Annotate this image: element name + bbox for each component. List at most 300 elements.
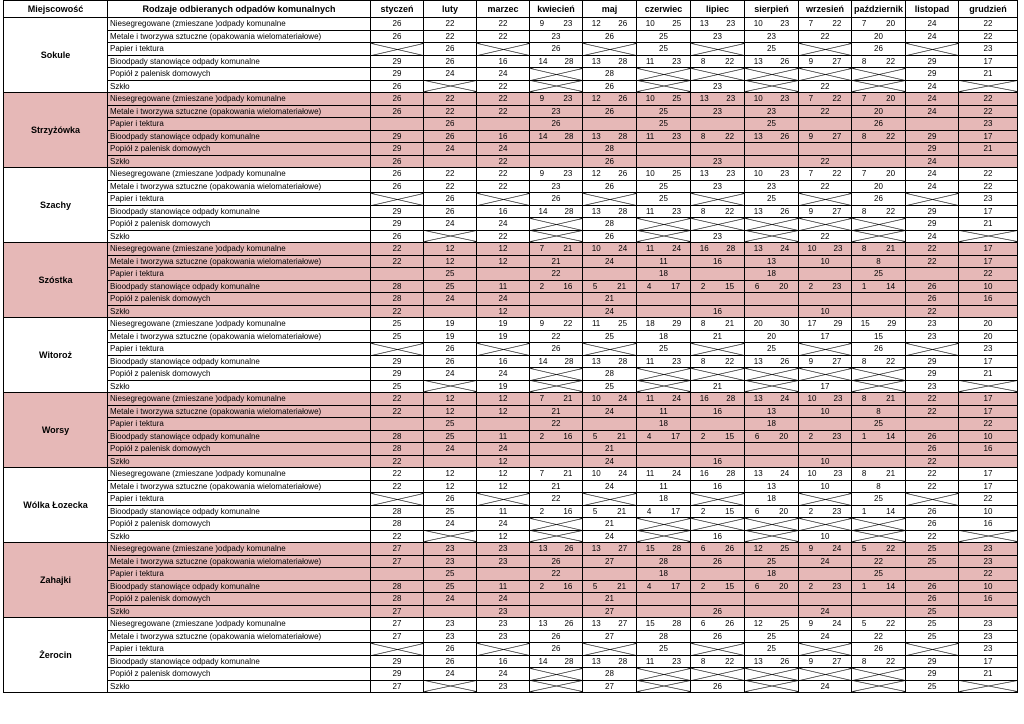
collection-day: 12 — [424, 393, 477, 406]
table-row — [4, 655, 1018, 668]
collection-day: 22 — [371, 243, 424, 256]
collection-day: 22 — [424, 30, 477, 43]
collection-days-cell — [530, 93, 583, 106]
collection-day: 23 — [959, 193, 1018, 206]
waste-type-label: Szkło — [108, 605, 371, 618]
collection-days-pair — [745, 243, 798, 254]
collection-day: 12 — [477, 305, 530, 318]
collection-day: 10 — [959, 580, 1018, 593]
collection-day: 2 — [700, 506, 706, 516]
collection-day: 22 — [852, 555, 906, 568]
no-collection-cross — [852, 593, 906, 606]
collection-day: 23 — [745, 180, 799, 193]
collection-days-pair — [530, 506, 582, 517]
collection-day: 9 — [808, 131, 814, 141]
waste-type-label: Popiół z palenisk domowych — [108, 293, 371, 306]
collection-day: 25 — [618, 319, 628, 329]
no-collection-cross — [691, 268, 745, 281]
waste-type-label: Papier i tektura — [108, 268, 371, 281]
collection-day: 10 — [753, 169, 763, 179]
collection-day: 28 — [564, 131, 574, 141]
collection-day: 11 — [477, 505, 530, 518]
no-collection-cross — [371, 343, 424, 356]
collection-day: 26 — [906, 430, 959, 443]
collection-day: 25 — [745, 343, 799, 356]
collection-days-pair — [852, 243, 905, 254]
collection-day: 21 — [959, 218, 1018, 231]
collection-day: 28 — [618, 56, 628, 66]
no-collection-cross — [745, 293, 799, 306]
no-collection-cross — [745, 530, 799, 543]
collection-day: 23 — [780, 169, 790, 179]
table-row — [4, 355, 1018, 368]
collection-day: 22 — [906, 468, 959, 481]
collection-day: 9 — [808, 544, 814, 554]
collection-day: 21 — [959, 368, 1018, 381]
collection-day: 24 — [672, 394, 682, 404]
collection-days-pair — [691, 318, 744, 329]
table-row — [4, 218, 1018, 231]
collection-days-cell — [637, 355, 691, 368]
collection-day: 26 — [424, 343, 477, 356]
collection-day: 28 — [618, 656, 628, 666]
collection-day: 24 — [780, 469, 790, 479]
collection-days-pair — [799, 168, 851, 179]
collection-day: 25 — [637, 193, 691, 206]
collection-day: 29 — [906, 355, 959, 368]
collection-day: 24 — [583, 255, 637, 268]
collection-day: 6 — [754, 506, 760, 516]
collection-day: 10 — [959, 430, 1018, 443]
collection-day: 18 — [745, 268, 799, 281]
collection-day: 23 — [832, 506, 842, 516]
collection-day: 16 — [691, 305, 745, 318]
collection-days-cell — [583, 18, 637, 31]
no-collection-cross — [799, 668, 852, 681]
collection-day: 23 — [832, 581, 842, 591]
town-column-header: Miejscowość — [4, 1, 108, 18]
no-collection-cross — [745, 680, 799, 693]
collection-days-pair — [745, 543, 798, 554]
no-collection-cross — [745, 593, 799, 606]
collection-days-cell — [530, 318, 583, 331]
collection-day: 24 — [477, 293, 530, 306]
collection-day: 17 — [799, 330, 852, 343]
collection-day: 23 — [833, 469, 843, 479]
collection-day: 22 — [477, 155, 530, 168]
table-row — [4, 480, 1018, 493]
collection-day: 29 — [906, 68, 959, 81]
collection-days-cell — [637, 318, 691, 331]
collection-days-pair — [691, 56, 744, 67]
collection-day: 25 — [637, 30, 691, 43]
collection-day: 16 — [563, 581, 573, 591]
collection-day: 29 — [906, 218, 959, 231]
collection-days-cell — [745, 430, 799, 443]
collection-day: 24 — [424, 293, 477, 306]
collection-day: 9 — [808, 356, 814, 366]
collection-day: 29 — [371, 218, 424, 231]
collection-day: 13 — [753, 56, 763, 66]
collection-day: 24 — [583, 305, 637, 318]
collection-days-pair — [583, 168, 636, 179]
no-collection-cross — [799, 343, 852, 356]
collection-days-pair — [530, 431, 582, 442]
collection-days-pair — [637, 93, 690, 104]
collection-day: 24 — [906, 168, 959, 181]
waste-type-label: Popiół z palenisk domowych — [108, 368, 371, 381]
collection-day: 24 — [618, 244, 628, 254]
table-row — [4, 530, 1018, 543]
collection-day: 28 — [583, 218, 637, 231]
collection-day: 5 — [861, 619, 867, 629]
collection-days-cell — [745, 393, 799, 406]
collection-day: 2 — [539, 281, 545, 291]
collection-day: 20 — [779, 506, 789, 516]
collection-day: 12 — [477, 530, 530, 543]
collection-day: 28 — [371, 518, 424, 531]
collection-days-cell — [583, 618, 637, 631]
collection-day: 29 — [371, 143, 424, 156]
collection-day: 1 — [861, 431, 867, 441]
waste-type-column-header: Rodzaje odbieranych odpadów komunalnych — [108, 1, 371, 18]
collection-day: 21 — [725, 319, 735, 329]
collection-day: 26 — [371, 18, 424, 31]
table-row — [4, 105, 1018, 118]
collection-day: 26 — [583, 30, 637, 43]
collection-day: 24 — [672, 469, 682, 479]
collection-day: 23 — [691, 30, 745, 43]
collection-day: 23 — [959, 343, 1018, 356]
collection-day: 26 — [371, 105, 424, 118]
collection-day: 25 — [371, 330, 424, 343]
collection-day: 20 — [852, 30, 906, 43]
table-row — [4, 330, 1018, 343]
collection-day: 13 — [753, 394, 763, 404]
collection-day: 19 — [424, 330, 477, 343]
collection-day: 12 — [477, 455, 530, 468]
collection-day: 2 — [808, 431, 814, 441]
collection-day: 10 — [591, 469, 601, 479]
collection-days-pair — [691, 206, 744, 217]
collection-days-pair — [637, 393, 690, 404]
collection-day: 16 — [563, 506, 573, 516]
collection-days-pair — [691, 393, 744, 404]
waste-type-label: Popiół z palenisk domowych — [108, 593, 371, 606]
collection-day: 2 — [539, 431, 545, 441]
collection-day: 23 — [477, 555, 530, 568]
collection-days-cell — [583, 205, 637, 218]
collection-day: 16 — [959, 443, 1018, 456]
collection-day: 12 — [424, 243, 477, 256]
collection-days-pair — [530, 168, 582, 179]
collection-day: 20 — [779, 581, 789, 591]
collection-day: 13 — [753, 206, 763, 216]
no-collection-cross — [745, 518, 799, 531]
collection-day: 10 — [799, 255, 852, 268]
collection-day: 26 — [691, 605, 745, 618]
collection-days-pair — [637, 431, 690, 442]
collection-days-pair — [583, 56, 636, 67]
collection-days-pair — [691, 356, 744, 367]
collection-days-pair — [530, 93, 582, 104]
collection-days-cell — [691, 55, 745, 68]
collection-day: 30 — [780, 319, 790, 329]
collection-day: 7 — [808, 94, 814, 104]
town-name: Worsy — [4, 393, 108, 468]
collection-days-cell — [745, 205, 799, 218]
collection-day: 23 — [530, 180, 583, 193]
no-collection-cross — [745, 68, 799, 81]
collection-day: 24 — [477, 143, 530, 156]
no-collection-cross — [530, 668, 583, 681]
no-collection-cross — [799, 68, 852, 81]
collection-day: 21 — [583, 518, 637, 531]
no-collection-cross — [691, 68, 745, 81]
collection-day: 10 — [753, 94, 763, 104]
collection-days-cell — [583, 580, 637, 593]
collection-days-pair — [637, 131, 690, 142]
waste-type-label: Bioodpady stanowiące odpady komunalne — [108, 430, 371, 443]
waste-type-label: Bioodpady stanowiące odpady komunalne — [108, 280, 371, 293]
collection-day: 13 — [699, 19, 709, 29]
collection-day: 23 — [477, 630, 530, 643]
collection-days-pair — [799, 393, 851, 404]
collection-day: 8 — [852, 405, 906, 418]
collection-day: 25 — [745, 118, 799, 131]
collection-day: 15 — [852, 330, 906, 343]
collection-days-cell — [637, 468, 691, 481]
collection-day: 22 — [799, 230, 852, 243]
no-collection-cross — [799, 218, 852, 231]
collection-days-pair — [852, 168, 905, 179]
collection-day: 18 — [637, 568, 691, 581]
collection-days-cell — [583, 505, 637, 518]
collection-day: 26 — [852, 193, 906, 206]
no-collection-cross — [637, 230, 691, 243]
collection-days-cell — [799, 18, 852, 31]
collection-days-cell — [799, 280, 852, 293]
no-collection-cross — [371, 118, 424, 131]
collection-days-cell — [637, 655, 691, 668]
collection-day: 23 — [672, 56, 682, 66]
collection-day: 23 — [477, 543, 530, 556]
no-collection-cross — [691, 518, 745, 531]
collection-day: 22 — [886, 656, 896, 666]
waste-type-label: Metale i tworzywa sztuczne (opakowania wielomateriałowe) — [108, 30, 371, 43]
collection-day: 22 — [371, 405, 424, 418]
collection-day: 7 — [808, 169, 814, 179]
collection-day: 6 — [754, 431, 760, 441]
collection-day: 26 — [424, 655, 477, 668]
collection-days-cell — [799, 55, 852, 68]
collection-day: 21 — [530, 405, 583, 418]
collection-days-cell — [852, 618, 906, 631]
collection-day: 5 — [592, 431, 598, 441]
collection-day: 21 — [563, 394, 573, 404]
no-collection-cross — [691, 293, 745, 306]
collection-day: 11 — [645, 206, 655, 216]
collection-day: 10 — [959, 505, 1018, 518]
collection-days-pair — [691, 131, 744, 142]
collection-days-cell — [745, 580, 799, 593]
collection-day: 24 — [906, 155, 959, 168]
collection-day: 23 — [959, 618, 1018, 631]
no-collection-cross — [637, 668, 691, 681]
table-row — [4, 630, 1018, 643]
collection-day: 18 — [637, 418, 691, 431]
waste-type-label: Bioodpady stanowiące odpady komunalne — [108, 580, 371, 593]
collection-day: 13 — [753, 656, 763, 666]
collection-day: 22 — [906, 530, 959, 543]
no-collection-cross — [530, 68, 583, 81]
collection-day: 20 — [779, 281, 789, 291]
collection-day: 24 — [477, 518, 530, 531]
collection-day: 25 — [852, 418, 906, 431]
collection-days-pair — [637, 56, 690, 67]
no-collection-cross — [959, 455, 1018, 468]
collection-days-pair — [637, 581, 690, 592]
table-row — [4, 255, 1018, 268]
no-collection-cross — [906, 643, 959, 656]
collection-day: 23 — [959, 543, 1018, 556]
collection-day: 11 — [637, 255, 691, 268]
collection-day: 11 — [645, 394, 655, 404]
collection-day: 15 — [645, 544, 655, 554]
collection-day: 15 — [725, 581, 735, 591]
collection-day: 11 — [645, 356, 655, 366]
waste-type-label: Popiół z palenisk domowych — [108, 218, 371, 231]
collection-day: 26 — [530, 630, 583, 643]
no-collection-cross — [852, 455, 906, 468]
no-collection-cross — [530, 155, 583, 168]
collection-days-pair — [583, 243, 636, 254]
collection-days-cell — [691, 205, 745, 218]
collection-days-cell — [530, 55, 583, 68]
town-name: Szachy — [4, 168, 108, 243]
month-header-march: marzec — [477, 1, 530, 18]
collection-day: 25 — [745, 643, 799, 656]
collection-day: 24 — [780, 244, 790, 254]
collection-day: 25 — [906, 680, 959, 693]
collection-day: 13 — [699, 94, 709, 104]
collection-days-pair — [852, 131, 905, 142]
collection-day: 14 — [538, 131, 548, 141]
collection-days-cell — [799, 430, 852, 443]
collection-day: 21 — [959, 143, 1018, 156]
table-row — [4, 305, 1018, 318]
collection-day: 18 — [637, 330, 691, 343]
collection-day: 21 — [617, 431, 627, 441]
collection-days-cell — [637, 430, 691, 443]
collection-day: 26 — [780, 56, 790, 66]
collection-day: 29 — [371, 655, 424, 668]
collection-day: 21 — [563, 244, 573, 254]
no-collection-cross — [371, 43, 424, 56]
collection-days-cell — [799, 318, 852, 331]
collection-day: 28 — [637, 630, 691, 643]
no-collection-cross — [799, 193, 852, 206]
collection-days-cell — [583, 130, 637, 143]
waste-type-label: Papier i tektura — [108, 643, 371, 656]
collection-day: 22 — [424, 93, 477, 106]
collection-day: 11 — [477, 280, 530, 293]
collection-days-pair — [530, 131, 582, 142]
waste-type-label: Szkło — [108, 230, 371, 243]
collection-days-pair — [583, 543, 636, 554]
collection-day: 23 — [726, 169, 736, 179]
collection-day: 25 — [672, 94, 682, 104]
collection-day: 13 — [753, 469, 763, 479]
collection-days-pair — [583, 93, 636, 104]
collection-day: 29 — [371, 205, 424, 218]
collection-days-pair — [745, 281, 798, 292]
no-collection-cross — [691, 193, 745, 206]
collection-day: 7 — [861, 169, 867, 179]
collection-day: 29 — [371, 68, 424, 81]
collection-days-cell — [799, 355, 852, 368]
collection-day: 28 — [564, 206, 574, 216]
collection-days-cell — [583, 168, 637, 181]
collection-day: 24 — [780, 394, 790, 404]
table-row — [4, 93, 1018, 106]
collection-days-pair — [745, 581, 798, 592]
collection-day: 28 — [726, 469, 736, 479]
collection-day: 27 — [371, 630, 424, 643]
collection-day: 16 — [699, 394, 709, 404]
collection-days-pair — [799, 131, 851, 142]
collection-day: 1 — [861, 281, 867, 291]
collection-day: 18 — [745, 568, 799, 581]
no-collection-cross — [906, 118, 959, 131]
collection-days-cell — [852, 243, 906, 256]
collection-day: 26 — [583, 230, 637, 243]
collection-day: 23 — [563, 94, 573, 104]
collection-day: 16 — [691, 255, 745, 268]
collection-day: 22 — [906, 405, 959, 418]
no-collection-cross — [477, 343, 530, 356]
no-collection-cross — [583, 43, 637, 56]
collection-day: 15 — [645, 619, 655, 629]
collection-day: 22 — [530, 418, 583, 431]
collection-day: 25 — [672, 19, 682, 29]
collection-days-cell — [637, 243, 691, 256]
collection-days-pair — [745, 506, 798, 517]
no-collection-cross — [691, 443, 745, 456]
collection-day: 10 — [959, 280, 1018, 293]
collection-day: 23 — [959, 630, 1018, 643]
collection-day: 25 — [852, 568, 906, 581]
collection-day: 8 — [861, 244, 867, 254]
collection-day: 26 — [530, 343, 583, 356]
no-collection-cross — [477, 268, 530, 281]
no-collection-cross — [852, 230, 906, 243]
no-collection-cross — [583, 343, 637, 356]
collection-day: 21 — [886, 469, 896, 479]
collection-day: 12 — [424, 468, 477, 481]
collection-days-pair — [852, 393, 905, 404]
no-collection-cross — [852, 680, 906, 693]
collection-days-cell — [637, 55, 691, 68]
collection-day: 22 — [371, 305, 424, 318]
table-row — [4, 293, 1018, 306]
collection-day: 29 — [371, 355, 424, 368]
table-row — [4, 580, 1018, 593]
no-collection-cross — [637, 518, 691, 531]
collection-day: 25 — [424, 268, 477, 281]
collection-days-cell — [745, 55, 799, 68]
collection-day: 10 — [753, 19, 763, 29]
